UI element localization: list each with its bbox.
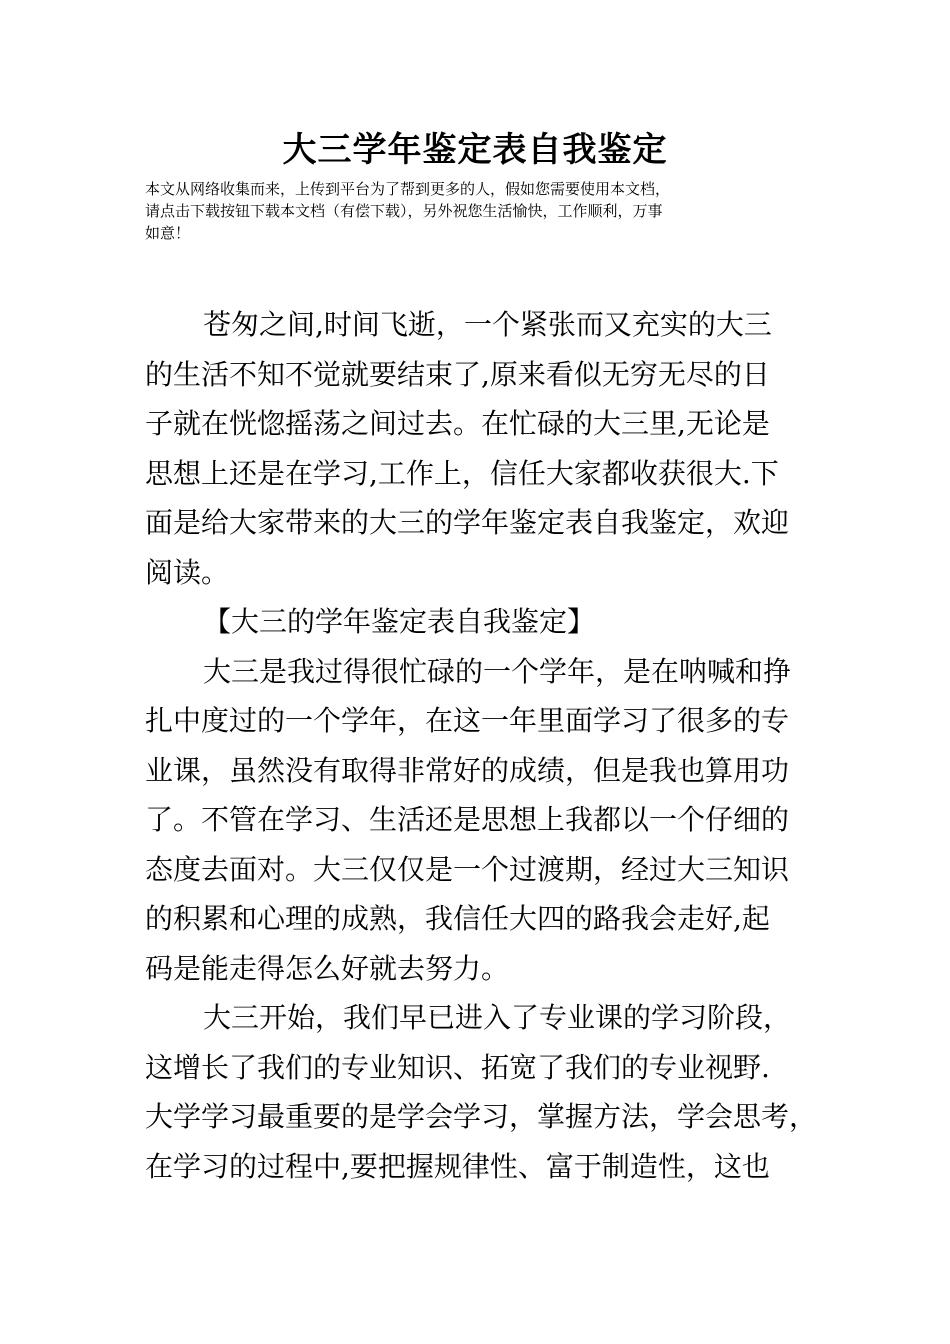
body-line: 面是给大家带来的大三的学年鉴定表自我鉴定，欢迎	[145, 506, 790, 539]
download-notice	[145, 178, 810, 244]
section-heading: 【大三的学年鉴定表自我鉴定】	[203, 605, 596, 638]
body-line: 扎中度过的一个学年，在这一年里面学习了很多的专	[145, 704, 790, 737]
body-line: 大学学习最重要的是学会学习，掌握方法，学会思考，	[145, 1100, 818, 1133]
document-title: 大三学年鉴定表自我鉴定	[282, 130, 668, 170]
notice-line: 如意！	[145, 224, 191, 242]
notice-line: 请点击下载按钮下载本文档（有偿下载），另外祝您生活愉快，工作顺利，万事	[145, 202, 663, 220]
body-line: 业课，虽然没有取得非常好的成绩，但是我也算用功	[145, 753, 790, 787]
body-line: 大三是我过得很忙碌的一个学年，是在呐喊和挣	[203, 654, 792, 688]
notice-line: 本文从网络收集而来，上传到平台为了帮到更多的人，假如您需要使用本文档，	[145, 180, 671, 198]
body-line: 阅读。	[145, 555, 230, 589]
body-line: 这增长了我们的专业知识、拓宽了我们的专业视野.	[145, 1050, 770, 1084]
body-line: 的生活不知不觉就要结束了,原来看似无穷无尽的日	[145, 357, 770, 391]
document-body	[145, 300, 818, 1191]
body-line: 了。不管在学习、生活还是思想上我都以一个仔细的	[145, 803, 790, 836]
body-line: 的积累和心理的成熟，我信任大四的路我会走好,起	[145, 902, 770, 935]
body-line: 在学习的过程中,要把握规律性、富于制造性，这也	[145, 1149, 770, 1183]
body-line: 苍匆之间,时间飞逝，一个紧张而又充实的大三	[203, 308, 772, 341]
body-line: 子就在恍惚摇荡之间过去。在忙碌的大三里,无论是	[145, 407, 770, 440]
body-line: 大三开始，我们早已进入了专业课的学习阶段，	[203, 1001, 792, 1034]
body-line: 态度去面对。大三仅仅是一个过渡期，经过大三知识	[145, 852, 790, 886]
body-line: 思想上还是在学习,工作上，信任大家都收获很大.下	[145, 456, 779, 490]
body-line: 码是能走得怎么好就去努力。	[145, 951, 510, 985]
